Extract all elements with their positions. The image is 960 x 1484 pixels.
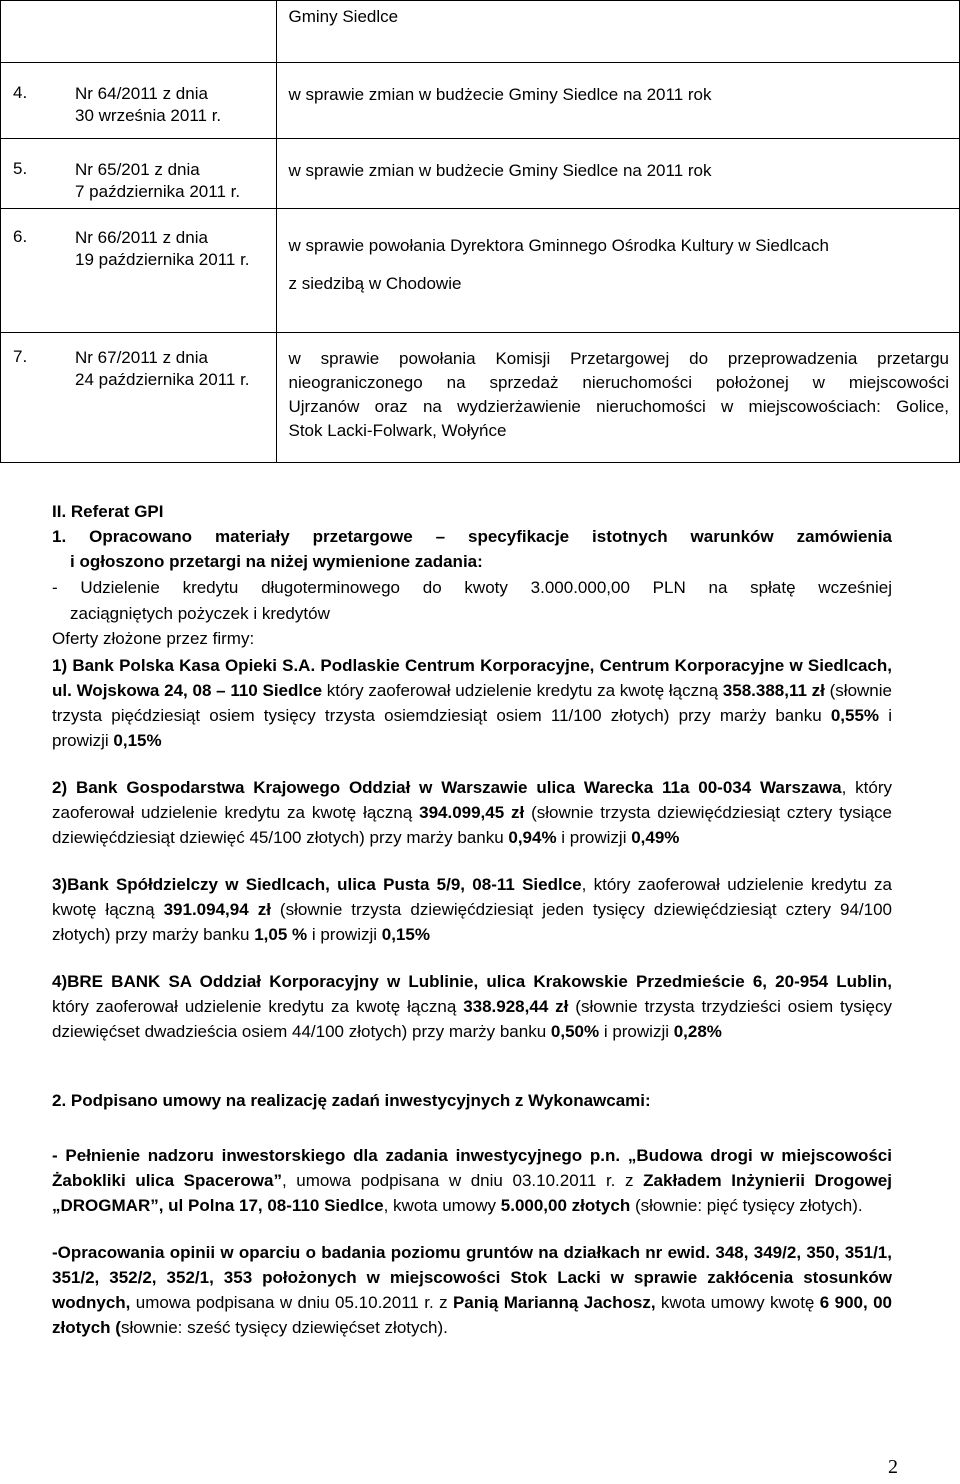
resolution-description: Stok Lacki-Folwark, Wołyńce: [288, 421, 507, 440]
item1-title-cont: i ogłoszono przetargi na niżej wymienione zadania:: [70, 552, 483, 571]
row-number: 7.: [13, 347, 28, 366]
offer-bank-2: 2) Bank Gospodarstwa Krajowego Oddział w Warszawie ulica Warecka 11a 00-034 Warszawa, który zaoferował udzielenie kredytu za kwotę łączną 394.099,45 zł (słownie trzysta dziewięćdziesiąt cztery tysiące dziewięćdziesiąt dziewięć 45/100 złotych) przy marży banku 0,94% i prowizji 0,49%: [52, 778, 892, 847]
resolution-date: 19 października 2011 r.: [75, 250, 250, 269]
resolution-description: w sprawie powołania Dyrektora Gminnego Ośrodka Kultury w Siedlcach: [288, 236, 829, 255]
table-row: [1, 209, 960, 333]
resolution-description: z siedzibą w Chodowie: [288, 274, 462, 293]
resolution-number: Nr 67/2011 z dnia: [75, 348, 208, 367]
item1-title: 1. Opracowano materiały przetargowe – specyfikacje istotnych warunków zamówienia: [52, 527, 892, 546]
resolution-number: Nr 66/2011 z dnia: [75, 228, 208, 247]
resolution-number: Nr 64/2011 z dnia: [75, 84, 208, 103]
row-number: 4.: [13, 83, 28, 102]
page-number: 2: [888, 1456, 898, 1478]
offers-label: Oferty złożone przez firmy:: [52, 629, 255, 648]
tender-task: - Udzielenie kredytu długoterminowego do kwoty 3.000.000,00 PLN na spłatę wcześniej: [52, 578, 892, 597]
resolution-date: 30 września 2011 r.: [75, 106, 222, 125]
offer-bank-3: 3)Bank Spółdzielczy w Siedlcach, ulica Pusta 5/9, 08-11 Siedlce, który zaoferował udzielenie kredytu za kwotę łączną 391.094,94 zł (słownie trzysta dziewięćdziesiąt jeden tysięcy dziewięćdziesiąt cztery 94/100 złotych) przy marży banku 1,05 % i prowizji 0,15%: [52, 875, 893, 944]
section-heading: II. Referat GPI: [52, 502, 164, 521]
resolution-description: w sprawie powołania Komisji Przetargowej do przeprowadzenia przetargu: [288, 349, 949, 368]
contract-1: - Pełnienie nadzoru inwestorskiego dla zadania inwestycyjnego p.n. „Budowa drogi w miejscowości Żabokliki ulica Spacerowa”, umowa podpisana w dniu 03.10.2011 r. z Zakładem Inżynierii Drogowej „DROGMAR”, ul Polna 17, 08-110 Siedlce, kwota umowy 5.000,00 złotych (słownie: pięć tysięcy złotych).: [52, 1146, 892, 1215]
resolution-description: w sprawie zmian w budżecie Gminy Siedlce na 2011 rok: [288, 85, 712, 104]
resolutions-table: [0, 0, 960, 463]
resolution-date: 24 października 2011 r.: [75, 370, 250, 389]
table-row: [1, 1, 960, 63]
table-row: [1, 63, 960, 139]
contract-2: -Opracowania opinii w oparciu o badania poziomu gruntów na działkach nr ewid. 348, 349/2, 350, 351/1, 351/2, 352/2, 352/1, 353 położonych w miejscowości Stok Lacki w sprawie zakłócenia stosunków wodnych, umowa podpisana w dniu 05.10.2011 r. z Panią Marianną Jachosz, kwota umowy kwotę 6 900, 00 złotych (słownie: sześć tysięcy dziewięćset złotych).: [52, 1243, 892, 1337]
resolution-description: nieograniczonego na sprzedaż nieruchomości położonej w miejscowości: [288, 373, 949, 392]
resolution-date: 7 października 2011 r.: [75, 182, 241, 201]
resolution-description: Ujrzanów oraz na wydzierżawienie nieruchomości w miejscowościach: Golice,: [288, 397, 949, 416]
offer-bank-1: 1) Bank Polska Kasa Opieki S.A. Podlaskie Centrum Korporacyjne, Centrum Korporacyjne w Siedlcach, ul. Wojskowa 24, 08 – 110 Siedlce który zaoferował udzielenie kredytu za kwotę łączną 358.388,11 zł (słownie trzysta pięćdziesiąt osiem tysięcy trzysta osiemdziesiąt osiem 11/100 złotych) przy marży banku 0,55% i prowizji 0,15%: [52, 656, 893, 750]
tender-task-cont: zaciągniętych pożyczek i kredytów: [70, 604, 330, 623]
table-row: [1, 139, 960, 209]
row-number: 6.: [13, 227, 28, 246]
offer-bank-4: 4)BRE BANK SA Oddział Korporacyjny w Lublinie, ulica Krakowskie Przedmieście 6, 20-954 Lublin, który zaoferował udzielenie kredytu za kwotę łączną 338.928,44 zł (słownie trzysta trzydzieści osiem tysięcy dziewięćset dwadzieścia osiem 44/100 złotych) przy marży banku 0,50% i prowizji 0,28%: [52, 972, 892, 1041]
item2-title: 2. Podpisano umowy na realizację zadań inwestycyjnych z Wykonawcami:: [52, 1091, 651, 1110]
section-gpi: [52, 500, 892, 1340]
header-cell: Gminy Siedlce: [288, 7, 399, 26]
resolution-number: Nr 65/201 z dnia: [75, 160, 200, 179]
table-row: [1, 333, 960, 463]
resolution-description: w sprawie zmian w budżecie Gminy Siedlce na 2011 rok: [288, 161, 712, 180]
row-number: 5.: [13, 159, 28, 178]
